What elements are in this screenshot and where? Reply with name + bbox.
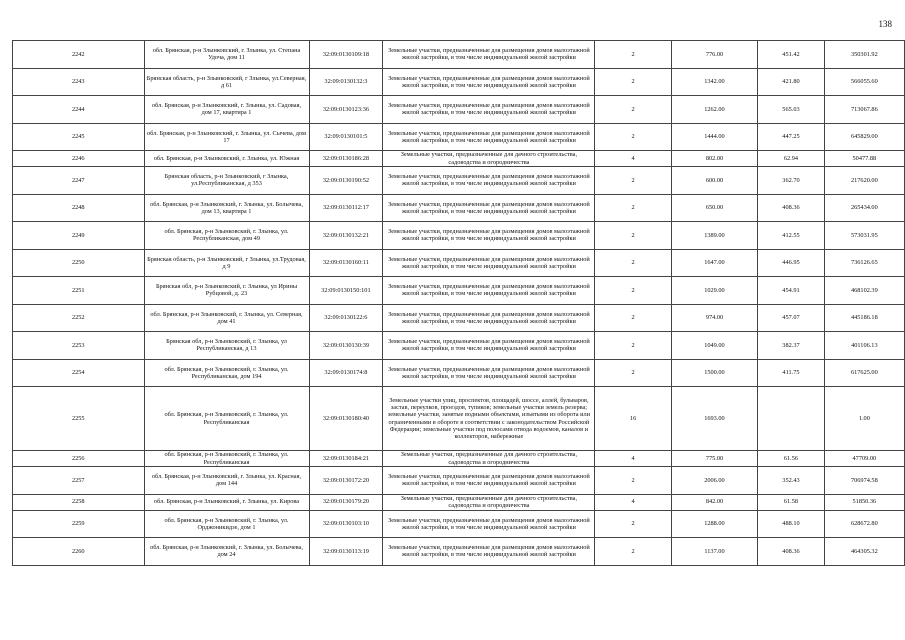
cadastral-number-cell: 32:09:0130101:5 <box>309 123 383 151</box>
address-cell: обл. Брянская, р-н Злынковский, г. Злынка, ул. Орджоникидзе, дом 1 <box>144 510 309 538</box>
cadastral-value-cell: 464305.32 <box>824 538 904 566</box>
cadastral-value-cell: 566055.60 <box>824 68 904 96</box>
rate-cell: 454.91 <box>758 277 824 305</box>
cadastral-number-cell: 32:09:0130122:6 <box>309 304 383 332</box>
cadastral-number-cell: 32:09:0130186:28 <box>309 151 383 167</box>
cadastral-value-cell: 445186.18 <box>824 304 904 332</box>
category-cell: 4 <box>595 494 671 510</box>
category-cell: 2 <box>595 467 671 495</box>
category-cell: 2 <box>595 277 671 305</box>
area-cell: 1029.00 <box>671 277 758 305</box>
cadastral-value-cell: 713067.86 <box>824 96 904 124</box>
row-number: 2257 <box>13 467 145 495</box>
row-number: 2260 <box>13 538 145 566</box>
land-use-cell: Земельные участки, предназначенные для дачного строительства, садоводства и огородничества <box>383 494 595 510</box>
category-cell: 2 <box>595 332 671 360</box>
cadastral-number-cell: 32:09:0130174:8 <box>309 359 383 387</box>
land-use-cell: Земельные участки, предназначенные для размещения домов малоэтажной жилой застройки, в том числе индивидуальной жилой застройки <box>383 96 595 124</box>
rate-cell <box>758 387 824 451</box>
rate-cell: 457.07 <box>758 304 824 332</box>
table-row <box>13 151 905 167</box>
category-cell: 2 <box>595 41 671 69</box>
cadastral-value-cell: 401106.13 <box>824 332 904 360</box>
address-cell: Брянская область, р-н Злынковский, г Злынка, ул.Трудовая, д 9 <box>144 249 309 277</box>
cadastral-number-cell: 32:09:0130150:101 <box>309 277 383 305</box>
land-use-cell: Земельные участки, предназначенные для размещения домов малоэтажной жилой застройки, в том числе индивидуальной жилой застройки <box>383 41 595 69</box>
area-cell: 1342.00 <box>671 68 758 96</box>
table-row <box>13 41 905 69</box>
table-row <box>13 332 905 360</box>
area-cell: 1647.00 <box>671 249 758 277</box>
page-number: 138 <box>878 19 892 29</box>
land-use-cell: Земельные участки, предназначенные для размещения домов малоэтажной жилой застройки, в том числе индивидуальной жилой застройки <box>383 510 595 538</box>
row-number: 2249 <box>13 222 145 250</box>
area-cell: 802.00 <box>671 151 758 167</box>
row-number: 2248 <box>13 194 145 222</box>
address-cell: обл. Брянская, р-н Злынковский, г. Злынка, ул. Садовая, дом 17, квартира 1 <box>144 96 309 124</box>
land-use-cell: Земельные участки, предназначенные для размещения домов малоэтажной жилой застройки, в том числе индивидуальной жилой застройки <box>383 467 595 495</box>
rate-cell: 61.58 <box>758 494 824 510</box>
cadastral-value-cell: 706974.58 <box>824 467 904 495</box>
land-use-cell: Земельные участки, предназначенные для размещения домов малоэтажной жилой застройки, в том числе индивидуальной жилой застройки <box>383 359 595 387</box>
area-cell: 1444.00 <box>671 123 758 151</box>
area-cell: 1137.00 <box>671 538 758 566</box>
land-use-cell: Земельные участки, предназначенные для размещения домов малоэтажной жилой застройки, в том числе индивидуальной жилой застройки <box>383 222 595 250</box>
row-number: 2247 <box>13 167 145 195</box>
table-row <box>13 538 905 566</box>
area-cell: 1288.00 <box>671 510 758 538</box>
category-cell: 2 <box>595 96 671 124</box>
row-number: 2250 <box>13 249 145 277</box>
table-row <box>13 451 905 467</box>
rate-cell: 352.43 <box>758 467 824 495</box>
rate-cell: 447.25 <box>758 123 824 151</box>
category-cell: 2 <box>595 222 671 250</box>
address-cell: обл. Брянская, р-н Злынковский, г. Злынка, ул. Кирова <box>144 494 309 510</box>
cadastral-value-cell: 1.00 <box>824 387 904 451</box>
row-number: 2245 <box>13 123 145 151</box>
area-cell: 974.00 <box>671 304 758 332</box>
category-cell: 2 <box>595 68 671 96</box>
address-cell: Брянская область, р-н Злынковский, г Злынка, ул.Республиканская, д 353 <box>144 167 309 195</box>
table-row <box>13 277 905 305</box>
cadastral-number-cell: 32:09:0130132:3 <box>309 68 383 96</box>
area-cell: 775.00 <box>671 451 758 467</box>
rate-cell: 382.37 <box>758 332 824 360</box>
rate-cell: 451.42 <box>758 41 824 69</box>
category-cell: 16 <box>595 387 671 451</box>
cadastral-number-cell: 32:09:0130123:36 <box>309 96 383 124</box>
address-cell: обл. Брянская, р-н Злынковский, г. Злынка, ул. Республиканская <box>144 387 309 451</box>
table-row <box>13 304 905 332</box>
address-cell: Брянская область, р-н Злынковский, г Злынка, ул.Северная, д 61 <box>144 68 309 96</box>
address-cell: обл. Брянская, р-н Злынковский, г. Злынка, ул. Болычева, дом 24 <box>144 538 309 566</box>
cadastral-value-cell: 736126.65 <box>824 249 904 277</box>
category-cell: 4 <box>595 151 671 167</box>
cadastral-number-cell: 32:09:0130112:17 <box>309 194 383 222</box>
cadastral-number-cell: 32:09:0130109:18 <box>309 41 383 69</box>
cadastral-value-cell: 628672.80 <box>824 510 904 538</box>
row-number: 2259 <box>13 510 145 538</box>
table-row <box>13 510 905 538</box>
table-row <box>13 222 905 250</box>
table-row <box>13 68 905 96</box>
cadastral-value-cell: 350301.92 <box>824 41 904 69</box>
row-number: 2242 <box>13 41 145 69</box>
cadastral-number-cell: 32:09:0130130:39 <box>309 332 383 360</box>
rate-cell: 565.03 <box>758 96 824 124</box>
row-number: 2246 <box>13 151 145 167</box>
area-cell: 1049.00 <box>671 332 758 360</box>
cadastral-number-cell: 32:09:0130103:10 <box>309 510 383 538</box>
area-cell: 1500.00 <box>671 359 758 387</box>
category-cell: 2 <box>595 167 671 195</box>
address-cell: обл. Брянская, р-н Злынковский, г. Злынка, ул. Республиканская, дом 49 <box>144 222 309 250</box>
cadastral-number-cell: 32:09:0130184:21 <box>309 451 383 467</box>
category-cell: 2 <box>595 538 671 566</box>
rate-cell: 421.80 <box>758 68 824 96</box>
address-cell: обл. Брянская, р-н Злынковский, г. Злынка, ул. Южная <box>144 151 309 167</box>
cadastral-number-cell: 32:09:0130132:21 <box>309 222 383 250</box>
table-row <box>13 359 905 387</box>
address-cell: Брянская обл, р-н Злынковский, г. Злынка, ул Республиканская, д 13 <box>144 332 309 360</box>
land-use-cell: Земельные участки улиц, проспектов, площадей, шоссе, аллей, бульваров, застав, переулков, проездов, тупиков; земельные участки земель резерва; земельные участки, занятые водными объектами, изъятыми из оборота или ограниченными в обороте в соответствии с законодательством Российской Федерации; земельные участки под полосами отвода водоемов, каналов и коллекторов, набережные <box>383 387 595 451</box>
category-cell: 2 <box>595 304 671 332</box>
row-number: 2258 <box>13 494 145 510</box>
category-cell: 2 <box>595 359 671 387</box>
category-cell: 2 <box>595 123 671 151</box>
land-use-cell: Земельные участки, предназначенные для размещения домов малоэтажной жилой застройки, в том числе индивидуальной жилой застройки <box>383 304 595 332</box>
table-row <box>13 387 905 451</box>
area-cell: 842.00 <box>671 494 758 510</box>
cadastral-value-cell: 617625.00 <box>824 359 904 387</box>
category-cell: 2 <box>595 510 671 538</box>
address-cell: Брянская обл, р-н Злынковский, г. Злынка, ул Ирины Рубцовой, д. 23 <box>144 277 309 305</box>
cadastral-value-cell: 573031.95 <box>824 222 904 250</box>
row-number: 2255 <box>13 387 145 451</box>
row-number: 2253 <box>13 332 145 360</box>
cadastral-value-cell: 50477.88 <box>824 151 904 167</box>
land-use-cell: Земельные участки, предназначенные для размещения домов малоэтажной жилой застройки, в том числе индивидуальной жилой застройки <box>383 538 595 566</box>
rate-cell: 362.70 <box>758 167 824 195</box>
cadastral-value-cell: 645829.00 <box>824 123 904 151</box>
table-row <box>13 96 905 124</box>
area-cell: 2006.00 <box>671 467 758 495</box>
table-row <box>13 194 905 222</box>
table-body <box>13 41 905 566</box>
category-cell: 4 <box>595 451 671 467</box>
land-use-cell: Земельные участки, предназначенные для размещения домов малоэтажной жилой застройки, в том числе индивидуальной жилой застройки <box>383 194 595 222</box>
row-number: 2251 <box>13 277 145 305</box>
address-cell: обл. Брянская, р-н Злынковский, г. Злынка, ул. Республиканская, дом 194 <box>144 359 309 387</box>
table-row <box>13 167 905 195</box>
area-cell: 600.00 <box>671 167 758 195</box>
land-use-cell: Земельные участки, предназначенные для размещения домов малоэтажной жилой застройки, в том числе индивидуальной жилой застройки <box>383 332 595 360</box>
cadastral-value-cell: 265434.00 <box>824 194 904 222</box>
land-use-cell: Земельные участки, предназначенные для дачного строительства, садоводства и огородничества <box>383 451 595 467</box>
rate-cell: 408.36 <box>758 538 824 566</box>
land-use-cell: Земельные участки, предназначенные для дачного строительства, садоводства и огородничества <box>383 151 595 167</box>
rate-cell: 488.10 <box>758 510 824 538</box>
land-use-cell: Земельные участки, предназначенные для размещения домов малоэтажной жилой застройки, в том числе индивидуальной жилой застройки <box>383 277 595 305</box>
cadastral-value-cell: 51850.36 <box>824 494 904 510</box>
land-use-cell: Земельные участки, предназначенные для размещения домов малоэтажной жилой застройки, в том числе индивидуальной жилой застройки <box>383 167 595 195</box>
row-number: 2254 <box>13 359 145 387</box>
cadastral-value-cell: 468102.39 <box>824 277 904 305</box>
address-cell: обл. Брянская, р-н Злынковский, г. Злынка, ул. Северная, дом 41 <box>144 304 309 332</box>
cadastral-number-cell: 32:09:0130172:20 <box>309 467 383 495</box>
address-cell: обл. Брянская, р-н Злынковский, г. Злынка, ул. Республиканская <box>144 451 309 467</box>
category-cell: 2 <box>595 249 671 277</box>
row-number: 2252 <box>13 304 145 332</box>
cadastral-value-cell: 47709.00 <box>824 451 904 467</box>
cadastral-number-cell: 32:09:0130113:19 <box>309 538 383 566</box>
cadastral-number-cell: 32:09:0130180:40 <box>309 387 383 451</box>
rate-cell: 62.94 <box>758 151 824 167</box>
rate-cell: 408.36 <box>758 194 824 222</box>
row-number: 2244 <box>13 96 145 124</box>
area-cell: 1693.00 <box>671 387 758 451</box>
address-cell: обл. Брянская, р-н Злынковский, г. Злынка, ул. Красная, дом 144 <box>144 467 309 495</box>
rate-cell: 411.75 <box>758 359 824 387</box>
table-row <box>13 249 905 277</box>
rate-cell: 412.55 <box>758 222 824 250</box>
land-use-cell: Земельные участки, предназначенные для размещения домов малоэтажной жилой застройки, в том числе индивидуальной жилой застройки <box>383 68 595 96</box>
area-cell: 1262.00 <box>671 96 758 124</box>
table-row <box>13 467 905 495</box>
area-cell: 650.00 <box>671 194 758 222</box>
address-cell: обл. Брянская, р-н Злынковский, г. Злынка, ул. Степана Удоча, дом 11 <box>144 41 309 69</box>
address-cell: обл. Брянская, р-н Злынковский, г. Злынка, ул. Сычева, дом 17 <box>144 123 309 151</box>
land-use-cell: Земельные участки, предназначенные для размещения домов малоэтажной жилой застройки, в том числе индивидуальной жилой застройки <box>383 123 595 151</box>
rate-cell: 446.95 <box>758 249 824 277</box>
table-row <box>13 494 905 510</box>
cadastral-number-cell: 32:09:0130190:52 <box>309 167 383 195</box>
cadastral-number-cell: 32:09:0130160:11 <box>309 249 383 277</box>
land-use-cell: Земельные участки, предназначенные для размещения домов малоэтажной жилой застройки, в том числе индивидуальной жилой застройки <box>383 249 595 277</box>
cadastral-value-cell: 217620.00 <box>824 167 904 195</box>
area-cell: 776.00 <box>671 41 758 69</box>
rate-cell: 61.56 <box>758 451 824 467</box>
address-cell: обл. Брянская, р-н Злынковский, г. Злынка, ул. Болычева, дом 13, квартира 1 <box>144 194 309 222</box>
cadastral-number-cell: 32:09:0130179:20 <box>309 494 383 510</box>
table-row <box>13 123 905 151</box>
area-cell: 1389.00 <box>671 222 758 250</box>
row-number: 2243 <box>13 68 145 96</box>
land-registry-table <box>12 40 905 566</box>
category-cell: 2 <box>595 194 671 222</box>
row-number: 2256 <box>13 451 145 467</box>
